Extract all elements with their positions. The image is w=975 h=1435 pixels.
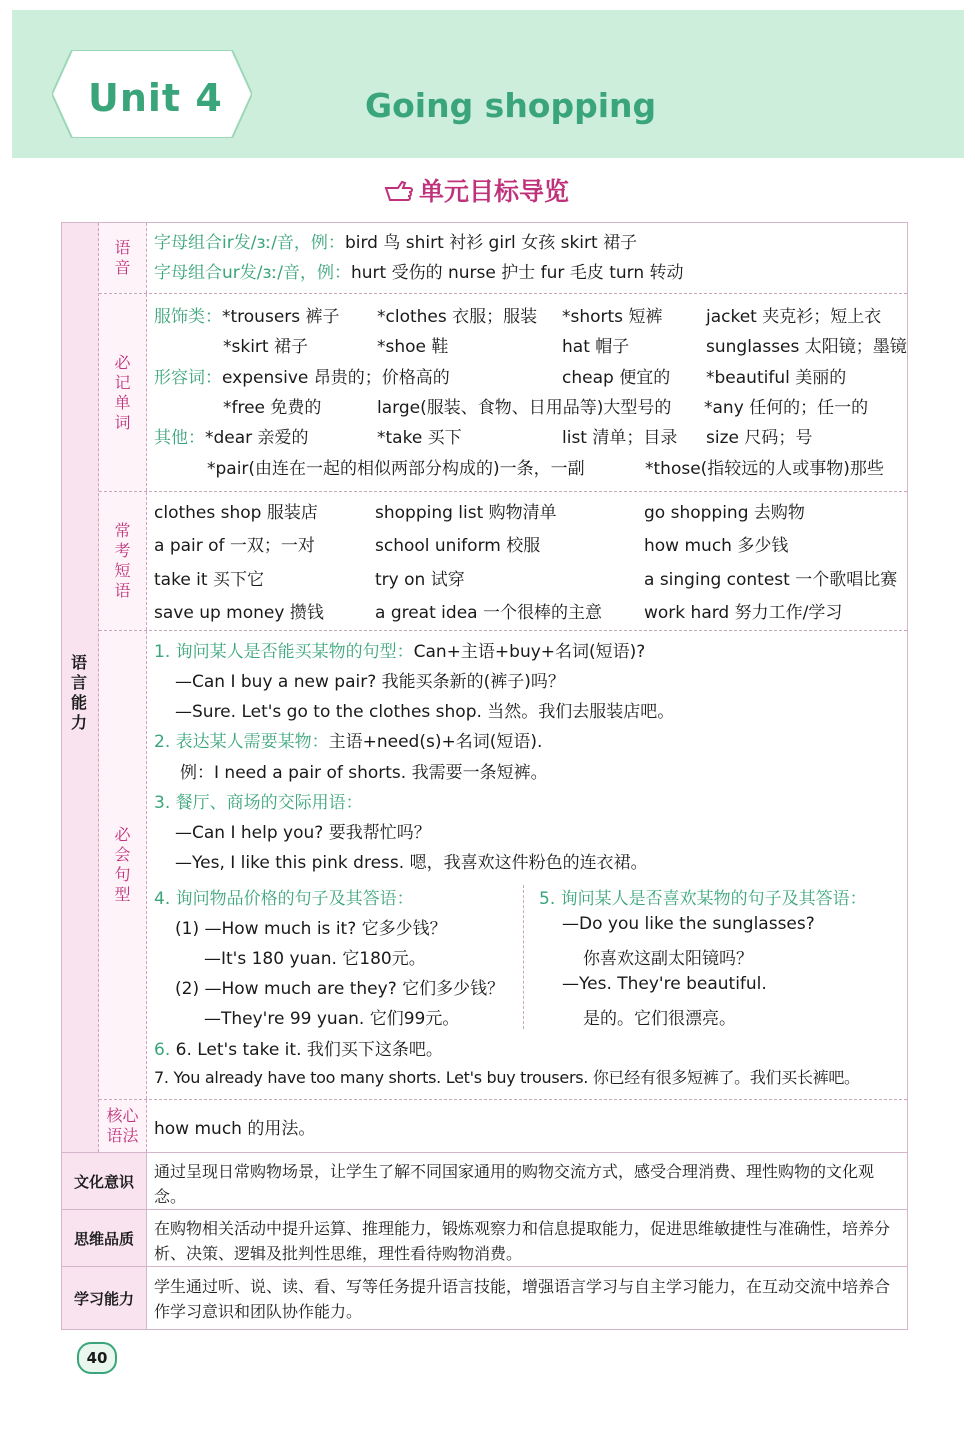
sentences-label: 必会句型	[99, 631, 147, 1099]
grammar-label: 核心语法	[99, 1100, 147, 1152]
divider	[99, 630, 907, 631]
grammar-text: how much 的用法。	[154, 1119, 316, 1139]
divider	[62, 1209, 907, 1210]
phrases-label: 常考短语	[99, 492, 147, 630]
thinking-label: 思维品质	[62, 1210, 147, 1266]
column-divider	[523, 885, 524, 1029]
culture-text: 通过呈现日常购物场景，让学生了解不同国家通用的购物交流方式，感受合理消费、理性购物的文化观念。	[154, 1162, 875, 1206]
section-title	[383, 172, 569, 208]
pointing-hand-icon	[383, 178, 413, 202]
learning-text: 学生通过听、说、读、看、写等任务提升语言技能，增强语言学习与自主学习能力，在互动交流中培养合作学习意识和团队协作能力。	[154, 1277, 891, 1321]
divider	[62, 1266, 907, 1267]
thinking-text: 在购物相关活动中提升运算、推理能力，锻炼观察力和信息提取能力，促进思维敏捷性与准确性，培养分析、决策、逻辑及批判性思维，理性看待购物消费。	[154, 1219, 891, 1263]
unit-goal-table: 语言能力 语音 字母组合ir发/ɜː/音，例：bird 鸟 shirt 衬衫 girl 女孩 skirt 裙子 字母组合ur发/ɜː/音，例：hurt 受伤的 nurse 护士 fur 毛皮 turn 转动 必记单词 服饰类：*trousers 裤子 *clothes 衣服；服装 *shorts 短裤 jacket 夹克衫；短上衣 *skirt 裙子 *shoe 鞋 hat 帽子 sunglasses 太阳镜；墨镜 形容词：expensive 昂贵的；价格高的 cheap 便宜的 *beautiful 美丽的 *free 免费的 large(服装、食物、日用品等)大型号的 *any 任何的；任一的 其他：*dear 亲爱的 *take 买下 list 清单；目录 size 尺码；号 *pair(由连在一起的相似两部分构成的)一条，一副 *those(指较远的人或事物)那些 常考短语 clothes shop 服装店 shopping list 购物清单 go shopping 去购物 a pair of 一双；一对 school uniform 校服 how much 多少钱 take it 买下它 try on 试穿 a singing contest 一个歌唱比赛 save up money 攒钱 a great idea 一个很棒的主意 work hard 努力工作/学习 必会句型 1. 询问某人是否能买某物的句型：Can+主语+buy+名词(短语)? —Can I buy a new pair? 我能买条新的(裤子)吗？ —Sure. Let's go to the clothes shop. 当然。我们去服装店吧。 2. 表达某人需要某物：主语+need(s)+名词(短语). 例：I need a pair of shorts. 我需要一条短裤。 3. 餐厅、商场的交际用语： —Can I help you? 要我帮忙吗？ —Yes, I like this pink dress. 嗯，我喜欢这件粉色的连衣裙。 4. 询问物品价格的句子及其答语： (1) —How much is it? 它多少钱？ —It's 180 yuan. 它180元。 (2) —How much are they? 它们多少钱？ —They're 99 yuan. 它们99元。 5. 询问某人是否喜欢某物的句子及其答语： —Do you like the sunglasses? 你喜欢这副太阳镜吗？ —Yes. They're beautiful. 是的。它们很漂亮。 6. 6. Let's take it. 我们买下这条吧。 7. You already have too many shorts. Let's buy trousers. 你已经有很多短裤了。我们买长裤吧。 核心语法 how much 的用法。 文化意识 通过呈现日常购物场景，让学生了解不同国家通用的购物交流方式，感受合理消费、理性购物的文化观念。 思维品质 在购物相关活动中提升运算、推理能力，锻炼观察力和信息提取能力，促进思维敏捷性与准确性，培养分析、决策、逻辑及批判性思维，理性看待购物消费。 学习能力 学生通过听、说、读、看、写等任务提升语言技能，增强语言学习与自主学习能力，在互动交流中培养合作学习意识和团队协作能力。	[61, 222, 908, 1330]
pronunciation-content: 字母组合ir发/ɜː/音，例：bird 鸟 shirt 衬衫 girl 女孩 skirt 裙子 字母组合ur发/ɜː/音，例：hurt 受伤的 nurse 护士 fur 毛皮 turn 转动	[154, 233, 684, 283]
language-ability-label: 语言能力	[70, 653, 87, 732]
section-title-text: 单元目标导览	[419, 177, 570, 206]
page-number: 40	[77, 1342, 117, 1374]
divider	[62, 1152, 907, 1153]
learning-label: 学习能力	[62, 1267, 147, 1329]
pronunciation-label: 语音	[99, 223, 147, 293]
language-ability-column	[62, 223, 99, 1152]
unit-label: Unit 4	[88, 76, 223, 120]
vocab-label: 必记单词	[99, 294, 147, 491]
divider	[99, 491, 907, 492]
culture-label: 文化意识	[62, 1153, 147, 1209]
unit-title: Going shopping	[365, 86, 657, 125]
divider	[99, 293, 907, 294]
divider	[99, 1099, 907, 1100]
